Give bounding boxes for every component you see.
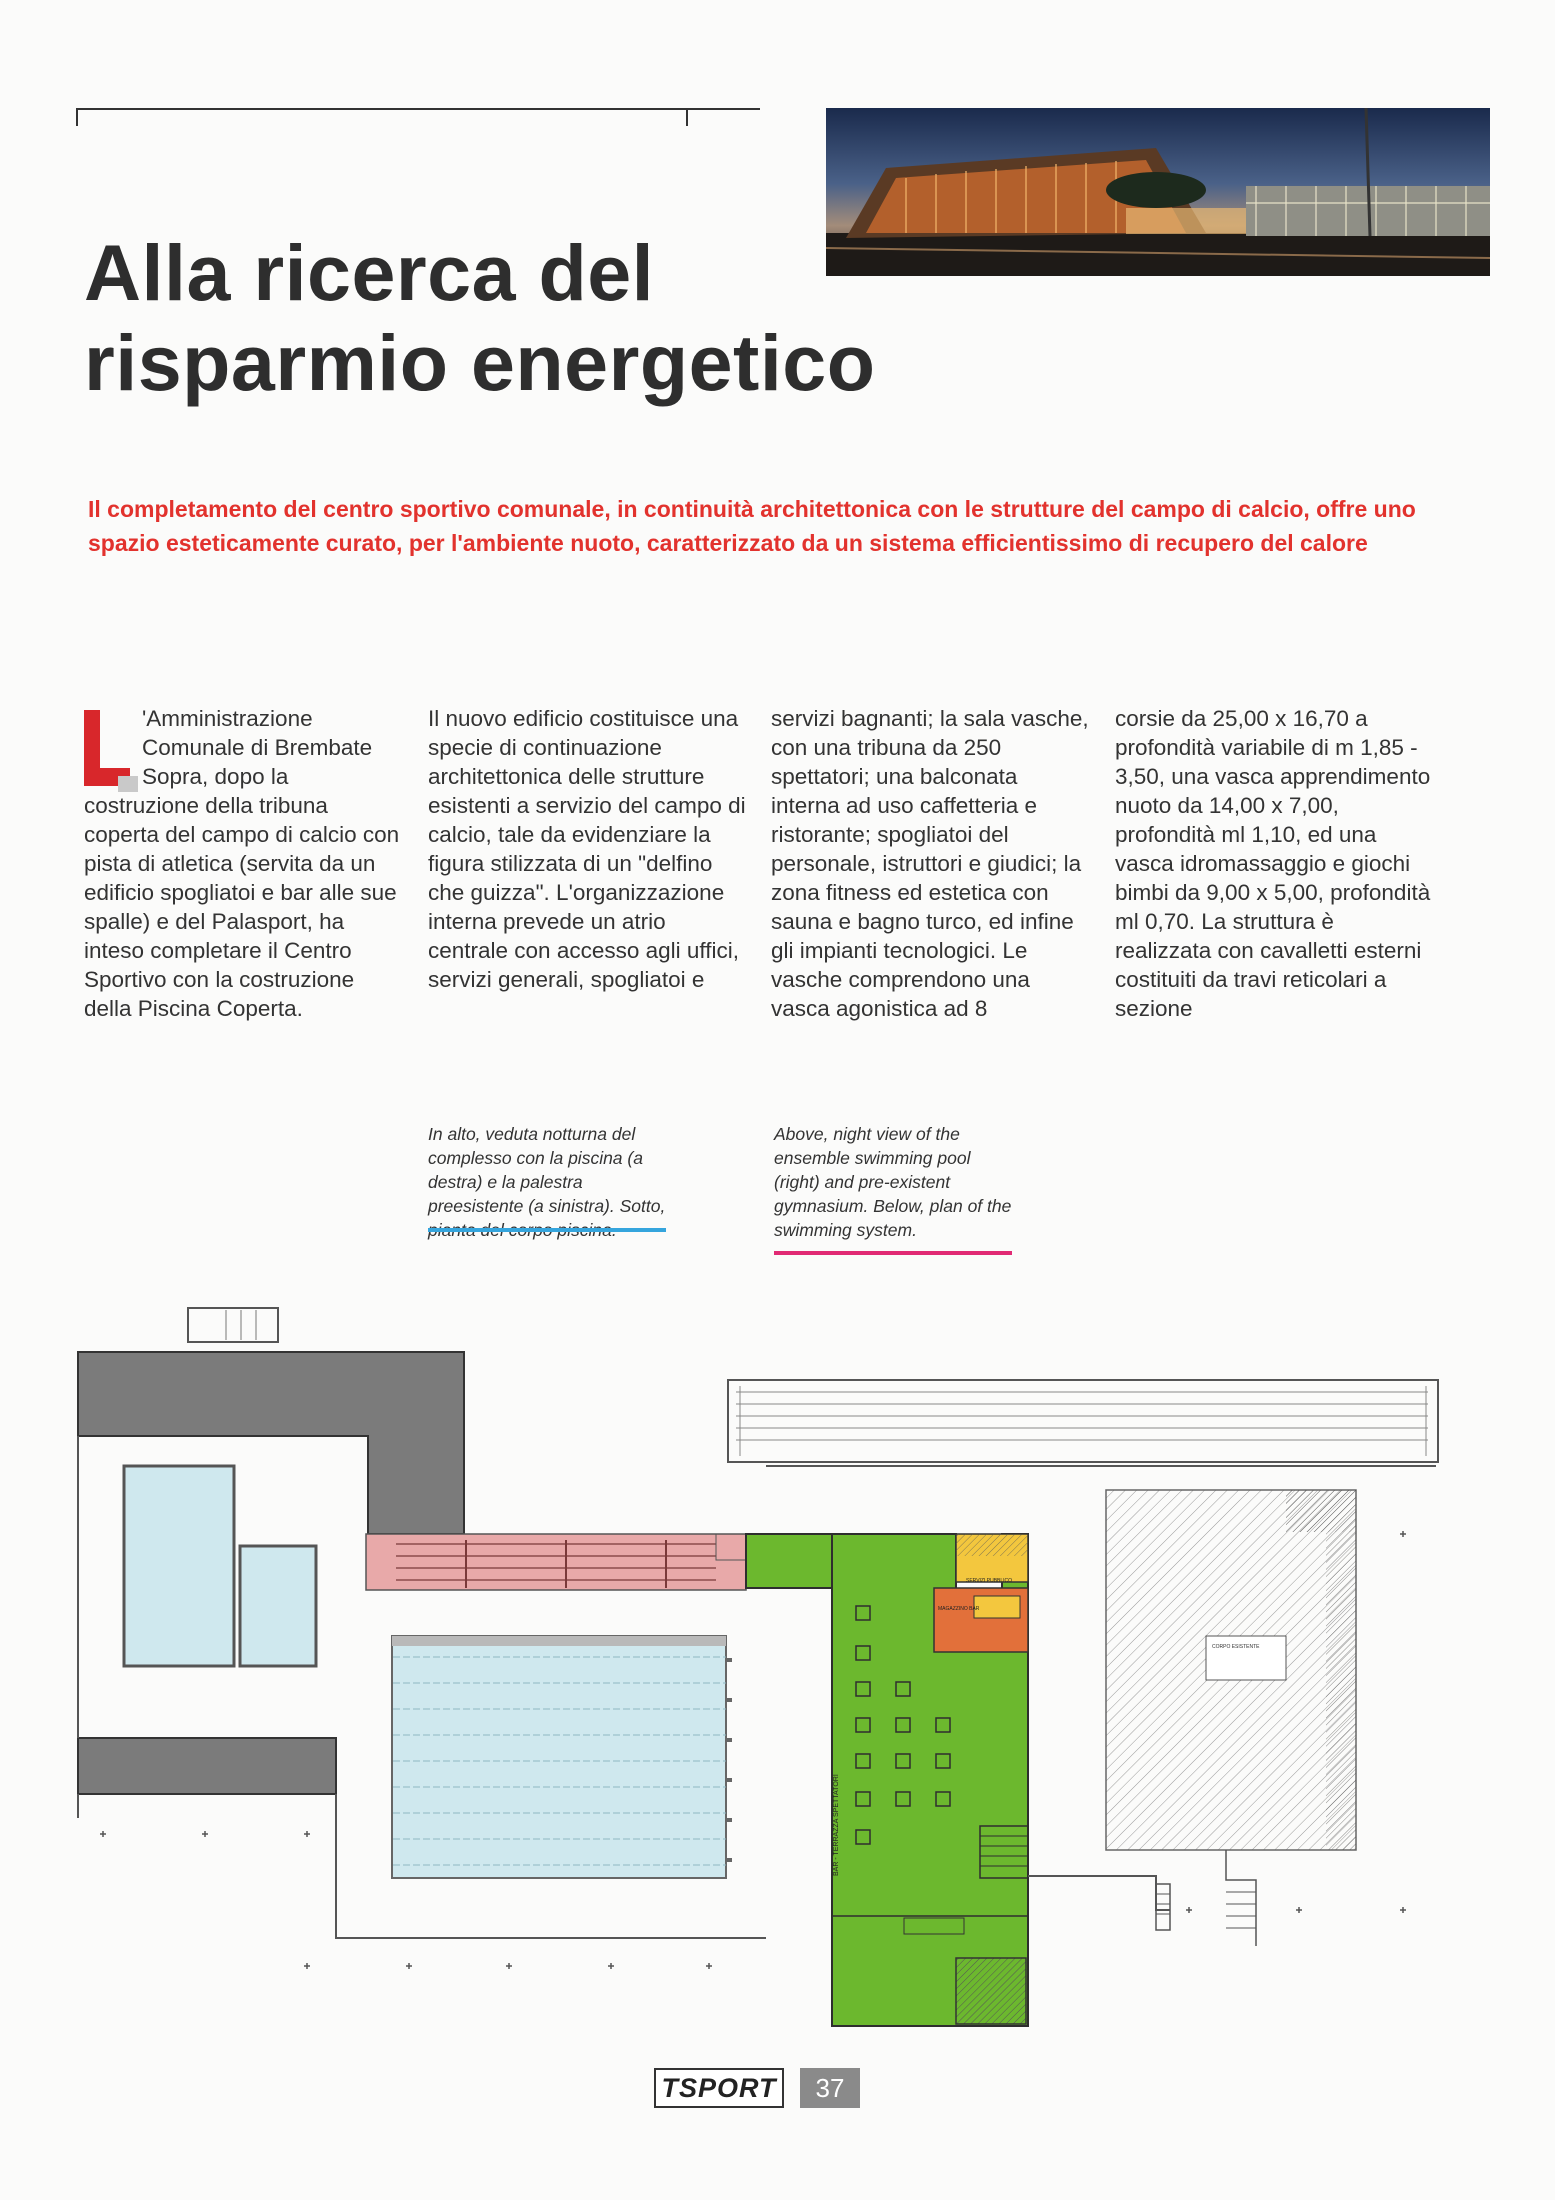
plan-outdoor-pool-small [240,1546,316,1666]
plan-label-public-service: SERVIZI PUBBLICO [966,1578,1013,1584]
header-rule-tick [76,108,78,126]
plan-gray-block-lower [78,1738,336,1794]
body-column-4: corsie da 25,00 x 16,70 a profondità variabile di m 1,85 - 3,50, una vasca apprendimento nuoto da 14,00 x 7,00, profondità ml 1,10, ed una vasca idromassaggio e giochi bimbi da 9,00 x 5,00, profondità ml 0,70. La struttura è realizzata con cavalletti esterni costituiti da travi reticolari a sezione [1115,706,1431,1021]
plan-label-terrace: BAR - TERRAZZA SPETTATORI [833,1774,840,1876]
floor-plan [76,1306,1456,2038]
title-line-2: risparmio energetico [84,318,876,407]
header-rule-tick [686,108,688,126]
plan-pink-strip [366,1534,746,1590]
plan-stair-tower [188,1308,278,1342]
body-column-3: servizi bagnanti; la sala vasche, con una tribuna da 250 spettatori; una balconata interna ad uso caffetteria e ristorante; spogliatoi del personale, istruttori e giudici; la zona fitness ed estetica con sauna e bagno turco, ed infine gli impianti tecnologici. Le vasche comprendono una vasca agonistica ad 8 [771,706,1089,1021]
caption-bar-english [774,1251,1012,1255]
title-line-1: Alla ricerca del [84,228,655,317]
body-text-1: 'Amministrazione Comunale di Brembate Sopra, dopo la costruzione della tribuna coperta del campo di calcio con pista di atletica (servita da un edificio spogliatoi e bar alle sue spalle) e del Palasport, ha inteso completare il Centro Sportivo con la costruzione della Piscina Coperta. [84,706,400,1021]
header-rule [76,108,760,110]
page-title [84,228,984,408]
body-column-1 [84,704,402,1023]
magazine-logo: TSPORT [654,2068,784,2108]
body-column-2: Il nuovo edificio costituisce una specie di continuazione architettonica delle strutture esistenti a servizio del campo di calcio, tale da evidenziare la figura stilizzata di un "delfino che guizza". L'organizzazione interna prevede un atrio centrale con accesso agli uffici, servizi generali, spogliatoi e [428,706,746,992]
dropcap-l [84,710,130,786]
caption-bar-italian [428,1228,666,1232]
plan-outdoor-pool-large [124,1466,234,1666]
plan-green-annex [746,1534,832,1588]
lead-paragraph: Il completamento del centro sportivo comunale, in continuità architettonica con le strutture del campo di calcio, offre uno spazio esteticamente curato, per l'ambiente nuoto, caratterizzato da un sistema efficientissimo di recupero del calore [88,496,1416,556]
plan-label-bar-warehouse: MAGAZZINO BAR [938,1606,980,1612]
caption-english: Above, night view of the ensemble swimming pool (right) and pre-existent gymnasium. Below, plan of the swimming system. [774,1124,1012,1240]
caption-italian: In alto, veduta notturna del complesso con la piscina (a destra) e la palestra preesistente (a sinistra). Sotto, [428,1124,666,1216]
plan-label-existing-body: CORPO ESISTENTE [1212,1644,1260,1650]
page-number: 37 [800,2068,860,2108]
